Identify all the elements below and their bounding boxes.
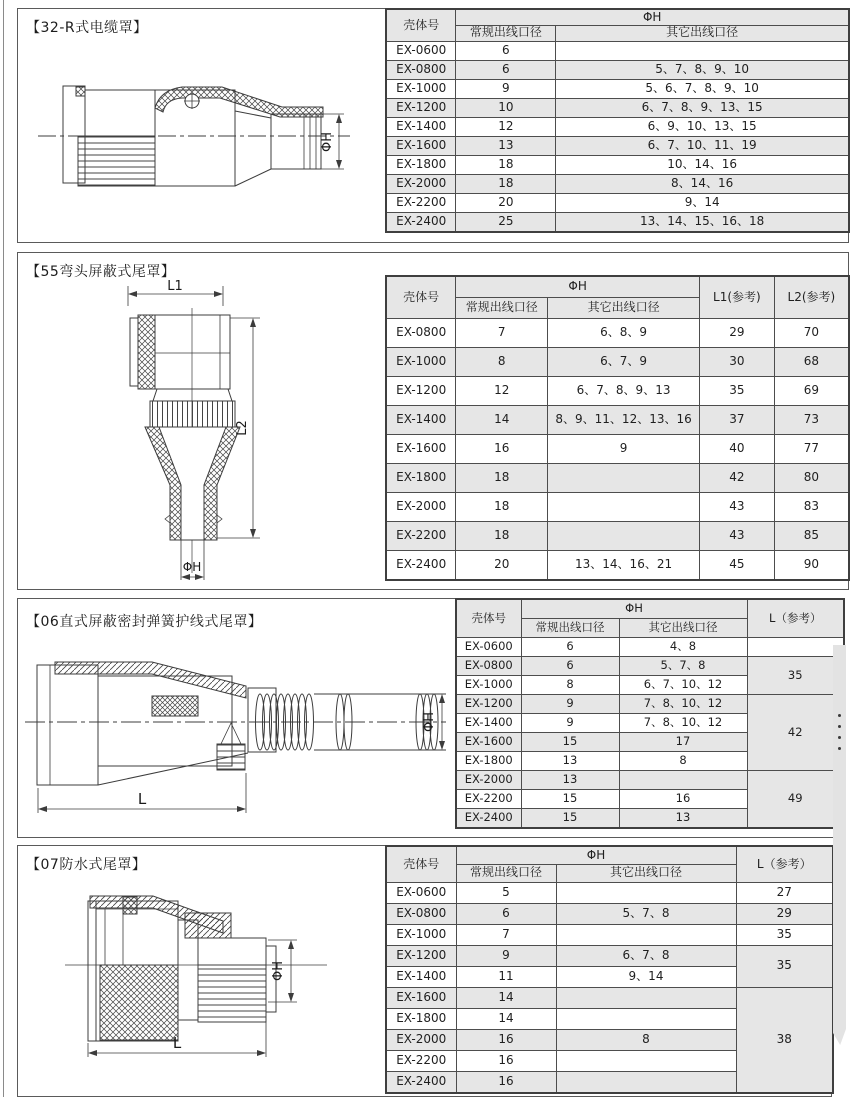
cell-l: 27 [736, 882, 833, 903]
cell-other [548, 492, 700, 521]
cell-shell: EX-2400 [456, 808, 521, 828]
cell-other: 6、8、9 [548, 318, 700, 347]
cell-other: 10、14、16 [556, 155, 849, 174]
cell-other: 7、8、10、12 [619, 713, 747, 732]
table-row [456, 637, 844, 656]
cell-normal: 14 [456, 1008, 556, 1029]
cell-shell: EX-1000 [456, 675, 521, 694]
table-row [386, 434, 849, 463]
cell-other: 13、14、15、16、18 [556, 212, 849, 232]
cell-shell: EX-1600 [456, 732, 521, 751]
cell-normal: 6 [521, 656, 619, 675]
col-header-phih: ΦH [456, 9, 849, 25]
cell-l: 35 [747, 656, 844, 694]
cell-normal: 18 [456, 174, 556, 193]
table-row [386, 212, 849, 232]
cell-normal: 18 [456, 521, 548, 550]
cell-normal: 9 [521, 694, 619, 713]
section-title: 【07防水式尾罩】 [26, 857, 147, 873]
header-row [386, 25, 849, 41]
cell-l [747, 637, 844, 656]
dim-label-phih: ΦH [422, 711, 437, 733]
cell-other [548, 521, 700, 550]
col-header-l2: L2(参考) [774, 276, 849, 318]
section-title: 【55弯头屏蔽式尾罩】 [26, 264, 176, 280]
cell-other [556, 41, 849, 60]
cell-l2: 68 [774, 347, 849, 376]
spec-table-07-waterproof [385, 845, 834, 1094]
table-row [456, 694, 844, 713]
cell-other: 17 [619, 732, 747, 751]
dim-label-phih: ΦH [320, 131, 335, 153]
col-header-shell: 壳体号 [456, 599, 521, 637]
cell-shell: EX-1600 [386, 434, 456, 463]
cell-other: 5、7、8 [619, 656, 747, 675]
cell-other: 8 [556, 1029, 736, 1050]
table-row [386, 193, 849, 212]
col-header-shell: 壳体号 [386, 9, 456, 41]
cell-normal: 6 [456, 41, 556, 60]
technical-drawing-07-waterproof [35, 882, 375, 1087]
technical-drawing-06-spring [20, 640, 450, 835]
dim-label-l2: L2 [235, 420, 250, 436]
cell-normal: 13 [456, 136, 556, 155]
cell-l1: 42 [700, 463, 775, 492]
col-header-phih: ΦH [456, 276, 700, 297]
cell-l2: 73 [774, 405, 849, 434]
cell-shell: EX-1000 [386, 79, 456, 98]
cell-l2: 80 [774, 463, 849, 492]
cell-shell: EX-0800 [386, 318, 456, 347]
table-row [386, 405, 849, 434]
table-row [386, 903, 833, 924]
cell-other: 6、9、10、13、15 [556, 117, 849, 136]
cell-other [556, 1050, 736, 1071]
cell-other [556, 882, 736, 903]
cell-shell: EX-1400 [386, 117, 456, 136]
header-row [456, 599, 844, 618]
cell-normal: 25 [456, 212, 556, 232]
section-title: 【06直式屏蔽密封弹簧护线式尾罩】 [26, 614, 263, 630]
cell-l1: 30 [700, 347, 775, 376]
cell-l: 38 [736, 987, 833, 1093]
cell-l1: 43 [700, 492, 775, 521]
cell-normal: 15 [521, 789, 619, 808]
cell-other: 6、7、8 [556, 945, 736, 966]
cell-l1: 43 [700, 521, 775, 550]
table-row [386, 79, 849, 98]
dim-label-l1: L1 [167, 279, 183, 294]
cell-other: 5、6、7、8、9、10 [556, 79, 849, 98]
cell-shell: EX-1800 [386, 155, 456, 174]
cell-normal: 15 [521, 732, 619, 751]
cell-shell: EX-2200 [386, 521, 456, 550]
cell-shell: EX-1600 [386, 136, 456, 155]
cell-other: 8、14、16 [556, 174, 849, 193]
cell-shell: EX-1000 [386, 347, 456, 376]
cell-normal: 12 [456, 376, 548, 405]
cell-normal: 7 [456, 318, 548, 347]
header-row [386, 276, 849, 297]
cell-shell: EX-2000 [386, 492, 456, 521]
table-row [386, 98, 849, 117]
cell-normal: 15 [521, 808, 619, 828]
cell-shell: EX-1800 [386, 1008, 456, 1029]
cell-other: 5、7、8 [556, 903, 736, 924]
table-row [386, 376, 849, 405]
cell-shell: EX-2000 [456, 770, 521, 789]
cell-l1: 40 [700, 434, 775, 463]
cell-other: 9、14 [556, 966, 736, 987]
cell-l2: 70 [774, 318, 849, 347]
cell-l1: 45 [700, 550, 775, 580]
header-row [386, 846, 833, 864]
cell-shell: EX-1000 [386, 924, 456, 945]
table-row [386, 136, 849, 155]
table-row [386, 463, 849, 492]
cell-l1: 29 [700, 318, 775, 347]
cell-normal: 20 [456, 193, 556, 212]
col-header-l: L（参考） [736, 846, 833, 882]
cell-normal: 14 [456, 405, 548, 434]
cell-normal: 16 [456, 1029, 556, 1050]
spec-table-32r [385, 8, 850, 233]
dim-label-phih: ΦH [182, 560, 202, 574]
col-header-normal: 常规出线口径 [456, 864, 556, 882]
spec-table-06-spring [455, 598, 845, 829]
cell-other: 9 [548, 434, 700, 463]
cell-shell: EX-0600 [386, 882, 456, 903]
cell-normal: 13 [521, 770, 619, 789]
cell-normal: 8 [521, 675, 619, 694]
cell-normal: 11 [456, 966, 556, 987]
cell-shell: EX-0800 [456, 656, 521, 675]
cell-other [548, 463, 700, 492]
cell-other: 8 [619, 751, 747, 770]
col-header-other: 其它出线口径 [548, 297, 700, 318]
cell-l: 49 [747, 770, 844, 828]
cell-l1: 35 [700, 376, 775, 405]
cell-normal: 16 [456, 434, 548, 463]
cell-l: 42 [747, 694, 844, 770]
cell-other [556, 1008, 736, 1029]
table-row [386, 174, 849, 193]
cell-l2: 85 [774, 521, 849, 550]
section-title: 【32-R式电缆罩】 [26, 20, 148, 36]
cell-l2: 77 [774, 434, 849, 463]
cell-shell: EX-2400 [386, 1071, 456, 1093]
cell-l2: 83 [774, 492, 849, 521]
dim-label-l: L [137, 790, 147, 808]
cell-shell: EX-2000 [386, 1029, 456, 1050]
cell-other: 16 [619, 789, 747, 808]
cell-other: 5、7、8、9、10 [556, 60, 849, 79]
cell-shell: EX-1400 [386, 966, 456, 987]
col-header-normal: 常规出线口径 [456, 25, 556, 41]
cell-shell: EX-1400 [456, 713, 521, 732]
technical-drawing-32r-cable-clamp [30, 56, 380, 236]
cell-normal: 6 [456, 903, 556, 924]
cell-normal: 18 [456, 492, 548, 521]
table-row [386, 117, 849, 136]
cell-shell: EX-0600 [386, 41, 456, 60]
cell-other: 4、8 [619, 637, 747, 656]
cell-shell: EX-1200 [386, 98, 456, 117]
col-header-other: 其它出线口径 [556, 864, 736, 882]
table-row [386, 41, 849, 60]
cell-shell: EX-1200 [386, 376, 456, 405]
col-header-shell: 壳体号 [386, 846, 456, 882]
cell-normal: 16 [456, 1071, 556, 1093]
col-header-normal: 常规出线口径 [521, 618, 619, 637]
cell-shell: EX-1800 [386, 463, 456, 492]
cell-normal: 20 [456, 550, 548, 580]
cell-other: 8、9、11、12、13、16 [548, 405, 700, 434]
table-row [386, 550, 849, 580]
cell-normal: 10 [456, 98, 556, 117]
cell-shell: EX-2200 [386, 1050, 456, 1071]
cell-normal: 9 [521, 713, 619, 732]
spec-table-55-elbow [385, 275, 850, 581]
cell-normal: 6 [521, 637, 619, 656]
col-header-phih: ΦH [456, 846, 736, 864]
cell-normal: 5 [456, 882, 556, 903]
technical-drawing-55-elbow [100, 278, 400, 588]
cell-normal: 8 [456, 347, 548, 376]
table-row [386, 945, 833, 966]
table-row [386, 318, 849, 347]
page-edge-tab-marks [838, 714, 841, 717]
cell-shell: EX-0800 [386, 60, 456, 79]
col-header-other: 其它出线口径 [619, 618, 747, 637]
cell-normal: 16 [456, 1050, 556, 1071]
cell-other [556, 1071, 736, 1093]
table-row [386, 924, 833, 945]
page-edge-line [3, 0, 4, 1097]
table-row [386, 347, 849, 376]
cell-l2: 69 [774, 376, 849, 405]
cell-other: 6、7、8、9、13 [548, 376, 700, 405]
cell-other: 13 [619, 808, 747, 828]
cell-other [619, 770, 747, 789]
cell-shell: EX-2000 [386, 174, 456, 193]
cell-shell: EX-1400 [386, 405, 456, 434]
header-row [386, 9, 849, 25]
cell-other: 6、7、10、12 [619, 675, 747, 694]
cell-normal: 9 [456, 945, 556, 966]
cell-normal: 12 [456, 117, 556, 136]
table-row [386, 521, 849, 550]
table-row [456, 656, 844, 675]
cell-normal: 6 [456, 60, 556, 79]
cell-other: 13、14、16、21 [548, 550, 700, 580]
cell-l: 35 [736, 945, 833, 987]
cell-l: 35 [736, 924, 833, 945]
cell-other [556, 924, 736, 945]
cell-other: 6、7、8、9、13、15 [556, 98, 849, 117]
cell-shell: EX-2200 [456, 789, 521, 808]
col-header-l1: L1(参考) [700, 276, 775, 318]
table-row [386, 155, 849, 174]
col-header-phih: ΦH [521, 599, 747, 618]
cell-normal: 18 [456, 463, 548, 492]
cell-normal: 9 [456, 79, 556, 98]
col-header-l: L（参考） [747, 599, 844, 637]
cell-shell: EX-2400 [386, 550, 456, 580]
cell-shell: EX-2200 [386, 193, 456, 212]
col-header-normal: 常规出线口径 [456, 297, 548, 318]
cell-normal: 13 [521, 751, 619, 770]
table-row [386, 987, 833, 1008]
cell-other: 7、8、10、12 [619, 694, 747, 713]
table-row [386, 492, 849, 521]
dim-label-phih: ΦH [271, 960, 286, 982]
cell-shell: EX-1600 [386, 987, 456, 1008]
cell-normal: 18 [456, 155, 556, 174]
cell-shell: EX-0600 [456, 637, 521, 656]
cell-other: 6、7、9 [548, 347, 700, 376]
col-header-other: 其它出线口径 [556, 25, 849, 41]
cell-other: 6、7、10、11、19 [556, 136, 849, 155]
cell-shell: EX-2400 [386, 212, 456, 232]
table-row [456, 770, 844, 789]
table-row [386, 882, 833, 903]
cell-l1: 37 [700, 405, 775, 434]
dim-label-l: L [172, 1034, 182, 1052]
cell-normal: 7 [456, 924, 556, 945]
cell-l2: 90 [774, 550, 849, 580]
cell-shell: EX-1200 [386, 945, 456, 966]
col-header-shell: 壳体号 [386, 276, 456, 318]
page-edge-tab [833, 645, 846, 1045]
cell-other [556, 987, 736, 1008]
table-row [386, 60, 849, 79]
cell-normal: 14 [456, 987, 556, 1008]
cell-shell: EX-1800 [456, 751, 521, 770]
cell-shell: EX-0800 [386, 903, 456, 924]
cell-shell: EX-1200 [456, 694, 521, 713]
cell-other: 9、14 [556, 193, 849, 212]
cell-l: 29 [736, 903, 833, 924]
